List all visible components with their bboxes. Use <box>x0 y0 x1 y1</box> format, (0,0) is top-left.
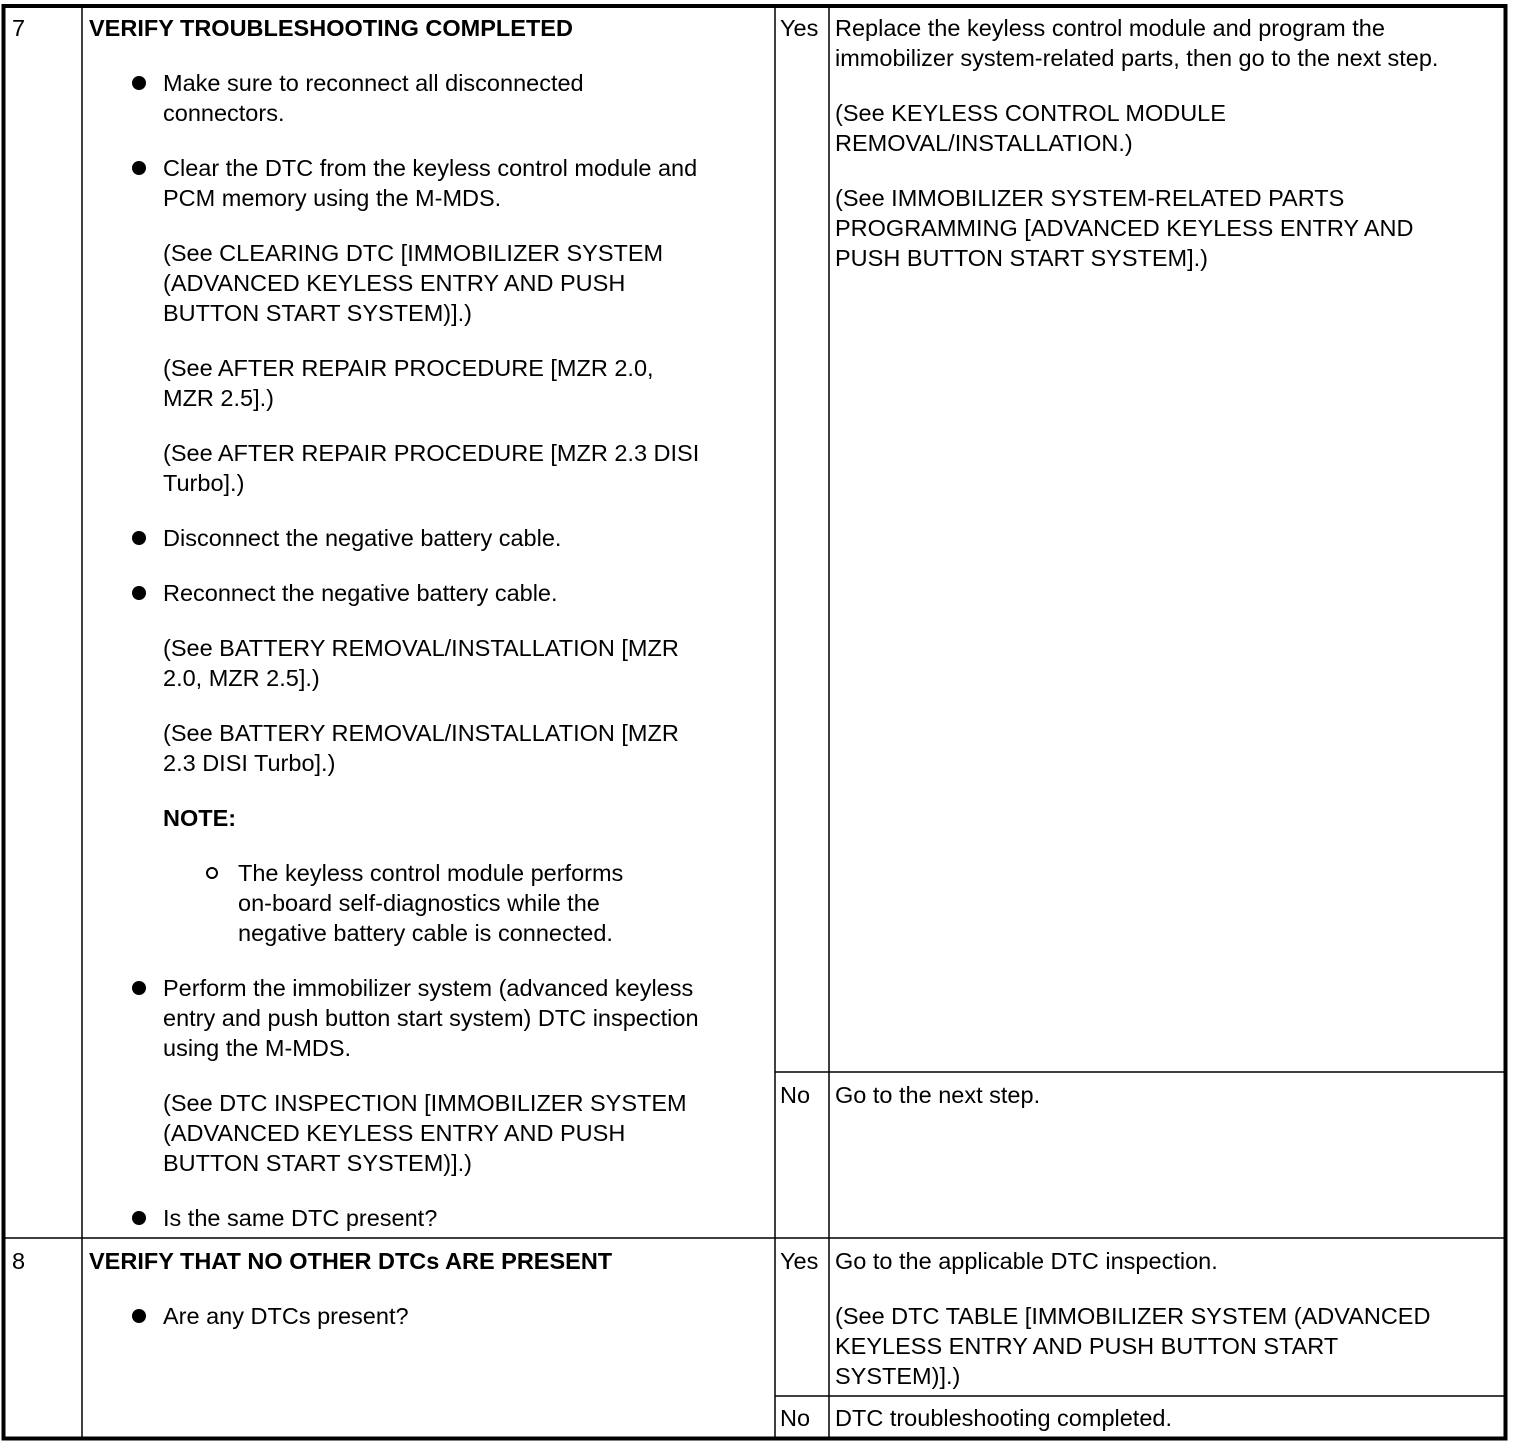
result-text-line: immobilizer system-related parts, then go to the next step. <box>835 45 1439 71</box>
step-heading: VERIFY TROUBLESHOOTING COMPLETED <box>89 15 573 41</box>
step-number: 7 <box>12 15 26 41</box>
step-item-line: The keyless control module performs <box>238 860 624 886</box>
reference-text-line: Turbo].) <box>163 470 245 496</box>
answer-yes: Yes <box>780 1248 819 1274</box>
reference-text-line: (See BATTERY REMOVAL/INSTALLATION [MZR <box>163 635 679 661</box>
reference-text-line: (See AFTER REPAIR PROCEDURE [MZR 2.0, <box>163 355 654 381</box>
reference-text-line: (See CLEARING DTC [IMMOBILIZER SYSTEM <box>163 240 664 266</box>
bullet-dot <box>132 1211 146 1225</box>
step-item-line: Make sure to reconnect all disconnected <box>163 70 584 96</box>
step-item-line: Clear the DTC from the keyless control module and <box>163 155 698 181</box>
reference-text-line: (ADVANCED KEYLESS ENTRY AND PUSH <box>163 270 626 296</box>
step-heading: VERIFY THAT NO OTHER DTCs ARE PRESENT <box>89 1248 613 1274</box>
result-text-line: KEYLESS ENTRY AND PUSH BUTTON START <box>835 1333 1339 1359</box>
reference-text-line: BUTTON START SYSTEM)].) <box>163 300 473 326</box>
answer-no: No <box>780 1082 811 1108</box>
step-item-line: using the M-MDS. <box>163 1035 352 1061</box>
step-item-line: PCM memory using the M-MDS. <box>163 185 502 211</box>
reference-text-line: (See DTC INSPECTION [IMMOBILIZER SYSTEM <box>163 1090 687 1116</box>
bullet-dot <box>132 981 146 995</box>
result-text-line: REMOVAL/INSTALLATION.) <box>835 130 1133 156</box>
step-item-line: negative battery cable is connected. <box>238 920 613 946</box>
step-item-line: Reconnect the negative battery cable. <box>163 580 558 606</box>
step-number: 8 <box>12 1248 26 1274</box>
reference-text-line: (See AFTER REPAIR PROCEDURE [MZR 2.3 DISI <box>163 440 700 466</box>
step-item-line: Disconnect the negative battery cable. <box>163 525 562 551</box>
reference-text-line: MZR 2.5].) <box>163 385 274 411</box>
result-text-line: DTC troubleshooting completed. <box>835 1405 1173 1431</box>
bullet-dot <box>132 531 146 545</box>
reference-text-line: 2.3 DISI Turbo].) <box>163 750 336 776</box>
bullet-dot <box>132 586 146 600</box>
result-text-line: PUSH BUTTON START SYSTEM].) <box>835 245 1209 271</box>
reference-text-line: (ADVANCED KEYLESS ENTRY AND PUSH <box>163 1120 626 1146</box>
bullet-dot <box>132 161 146 175</box>
step-item-line: Are any DTCs present? <box>163 1303 409 1329</box>
bullet-dot <box>132 76 146 90</box>
result-text-line: (See KEYLESS CONTROL MODULE <box>835 100 1226 126</box>
step-item-line: on-board self-diagnostics while the <box>238 890 600 916</box>
step-item-line: Is the same DTC present? <box>163 1205 438 1231</box>
step-item-line: Perform the immobilizer system (advanced keyless <box>163 975 694 1001</box>
result-text-line: Go to the applicable DTC inspection. <box>835 1248 1218 1274</box>
note-label: NOTE: <box>163 805 237 831</box>
result-text-line: (See IMMOBILIZER SYSTEM-RELATED PARTS <box>835 185 1345 211</box>
sub-bullet-circle <box>206 867 218 879</box>
result-text-line: (See DTC TABLE [IMMOBILIZER SYSTEM (ADVANCED <box>835 1303 1431 1329</box>
step-item-line: connectors. <box>163 100 285 126</box>
step-item-line: entry and push button start system) DTC inspection <box>163 1005 699 1031</box>
reference-text-line: 2.0, MZR 2.5].) <box>163 665 320 691</box>
reference-text-line: (See BATTERY REMOVAL/INSTALLATION [MZR <box>163 720 679 746</box>
answer-no: No <box>780 1405 811 1431</box>
result-text-line: Replace the keyless control module and program the <box>835 15 1385 41</box>
result-text-line: SYSTEM)].) <box>835 1363 961 1389</box>
bullet-dot <box>132 1309 146 1323</box>
result-text-line: PROGRAMMING [ADVANCED KEYLESS ENTRY AND <box>835 215 1414 241</box>
reference-text-line: BUTTON START SYSTEM)].) <box>163 1150 473 1176</box>
result-text-line: Go to the next step. <box>835 1082 1041 1108</box>
answer-yes: Yes <box>780 15 819 41</box>
